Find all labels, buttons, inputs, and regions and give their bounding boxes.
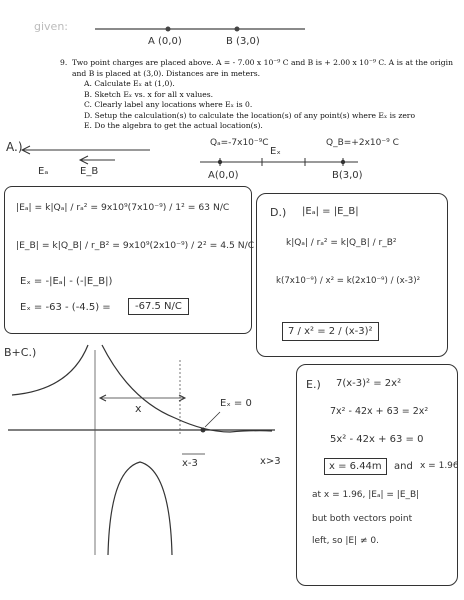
ea-calc: |Eₐ| = k|Qₐ| / rₐ² = 9x10⁹(7x10⁻⁹) / 1² = 63 N/C: [16, 202, 230, 213]
charge-b-dot: [235, 27, 240, 32]
eb-vector-label: E_B: [80, 166, 99, 177]
part-e-text: Do the algebra to get the actual location(s).: [94, 121, 263, 130]
ex-setup: Eₓ = -|Eₐ| - (-|E_B|): [20, 276, 113, 287]
point-a-label: A (0,0): [148, 36, 182, 47]
part-bc-label: B+C.): [4, 346, 37, 359]
graph-curve-mid: [102, 345, 272, 432]
graph-curve-bottom: [108, 462, 172, 555]
qb-label: Q_B=+2x10⁻⁹ C: [326, 138, 399, 148]
e-root2: x = 1.96: [420, 461, 459, 471]
e-note1: at x = 1.96, |Eₐ| = |E_B|: [312, 490, 420, 500]
qa-label: Qₐ=-7x10⁻⁹C: [210, 138, 269, 148]
part-c-text: Clearly label any locations where Eₓ is 0.: [94, 100, 253, 109]
ea-vector-label: Eₐ: [38, 166, 49, 177]
part-a-text: Calculate Eₓ at (1,0).: [94, 79, 175, 88]
part-a-label: A.): [6, 140, 23, 154]
d-eq4: 7 / x² = 2 / (x-3)²: [282, 322, 379, 341]
given-label: given:: [34, 20, 68, 33]
e-note3: left, so |E| ≠ 0.: [312, 536, 379, 546]
eb-calc: |E_B| = k|Q_B| / r_B² = 9x10⁹(2x10⁻⁹) / 2² = 4.5 N/C: [16, 240, 255, 251]
problem-text: Two point charges are placed above. A = - 7.00 x 10⁻⁹ C and B is + 2.00 x 10⁻⁹ C. A is at the origin and B is placed at (3,0). Distances are in meters.: [72, 58, 453, 78]
pa-label: A(0,0): [208, 170, 239, 181]
part-a-letter: A.: [84, 79, 92, 88]
ex-answer: -67.5 N/C: [128, 298, 189, 315]
part-d-label: D.): [270, 206, 287, 219]
d-eq1: |Eₐ| = |E_B|: [302, 206, 359, 217]
e-line3: 5x² - 42x + 63 = 0: [330, 434, 424, 445]
part-b-text: Sketch Eₓ vs. x for all x values.: [94, 89, 214, 99]
point-b-label: B (3,0): [226, 36, 260, 47]
graph-x-minus-3-label: x-3: [182, 458, 198, 469]
zero-point-dot: [201, 428, 206, 433]
ex-calc: Eₓ = -63 - (-4.5) =: [20, 302, 111, 313]
problem-number: 9.: [60, 58, 68, 67]
part-e-letter: E.: [84, 121, 92, 130]
e-and: and: [394, 461, 413, 472]
part-b-letter: B.: [84, 89, 92, 99]
e-note2: but both vectors point: [312, 514, 413, 524]
ex-label: Eₓ: [270, 146, 281, 157]
graph-zero-label: Eₓ = 0: [220, 398, 252, 409]
graph-x-gt-3-label: x>3: [260, 456, 281, 467]
e-line2: 7x² - 42x + 63 = 2x²: [330, 406, 429, 417]
part-c-letter: C.: [84, 100, 92, 109]
e-line1: 7(x-3)² = 2x²: [336, 378, 402, 389]
d-eq2: k|Qₐ| / rₐ² = k|Q_B| / r_B²: [286, 238, 397, 248]
qb-dot: [341, 160, 345, 164]
e-root1: x = 6.44m: [324, 458, 387, 475]
charge-a-dot: [166, 27, 171, 32]
part-e-label: E.): [306, 378, 321, 391]
qa-dot: [218, 160, 222, 164]
ex-zero-pointer: [205, 412, 220, 427]
part-d-letter: D.: [84, 110, 93, 120]
part-e-work-box: [296, 364, 458, 586]
graph-x-span-label: x: [135, 402, 142, 415]
part-d-text: Setup the calculation(s) to calculate the location(s) of any point(s) where Eₓ is zero: [94, 110, 416, 120]
problem-statement: [60, 58, 455, 132]
pb-label: B(3,0): [332, 170, 363, 181]
d-eq3: k(7x10⁻⁹) / x² = k(2x10⁻⁹) / (x-3)²: [276, 276, 421, 286]
